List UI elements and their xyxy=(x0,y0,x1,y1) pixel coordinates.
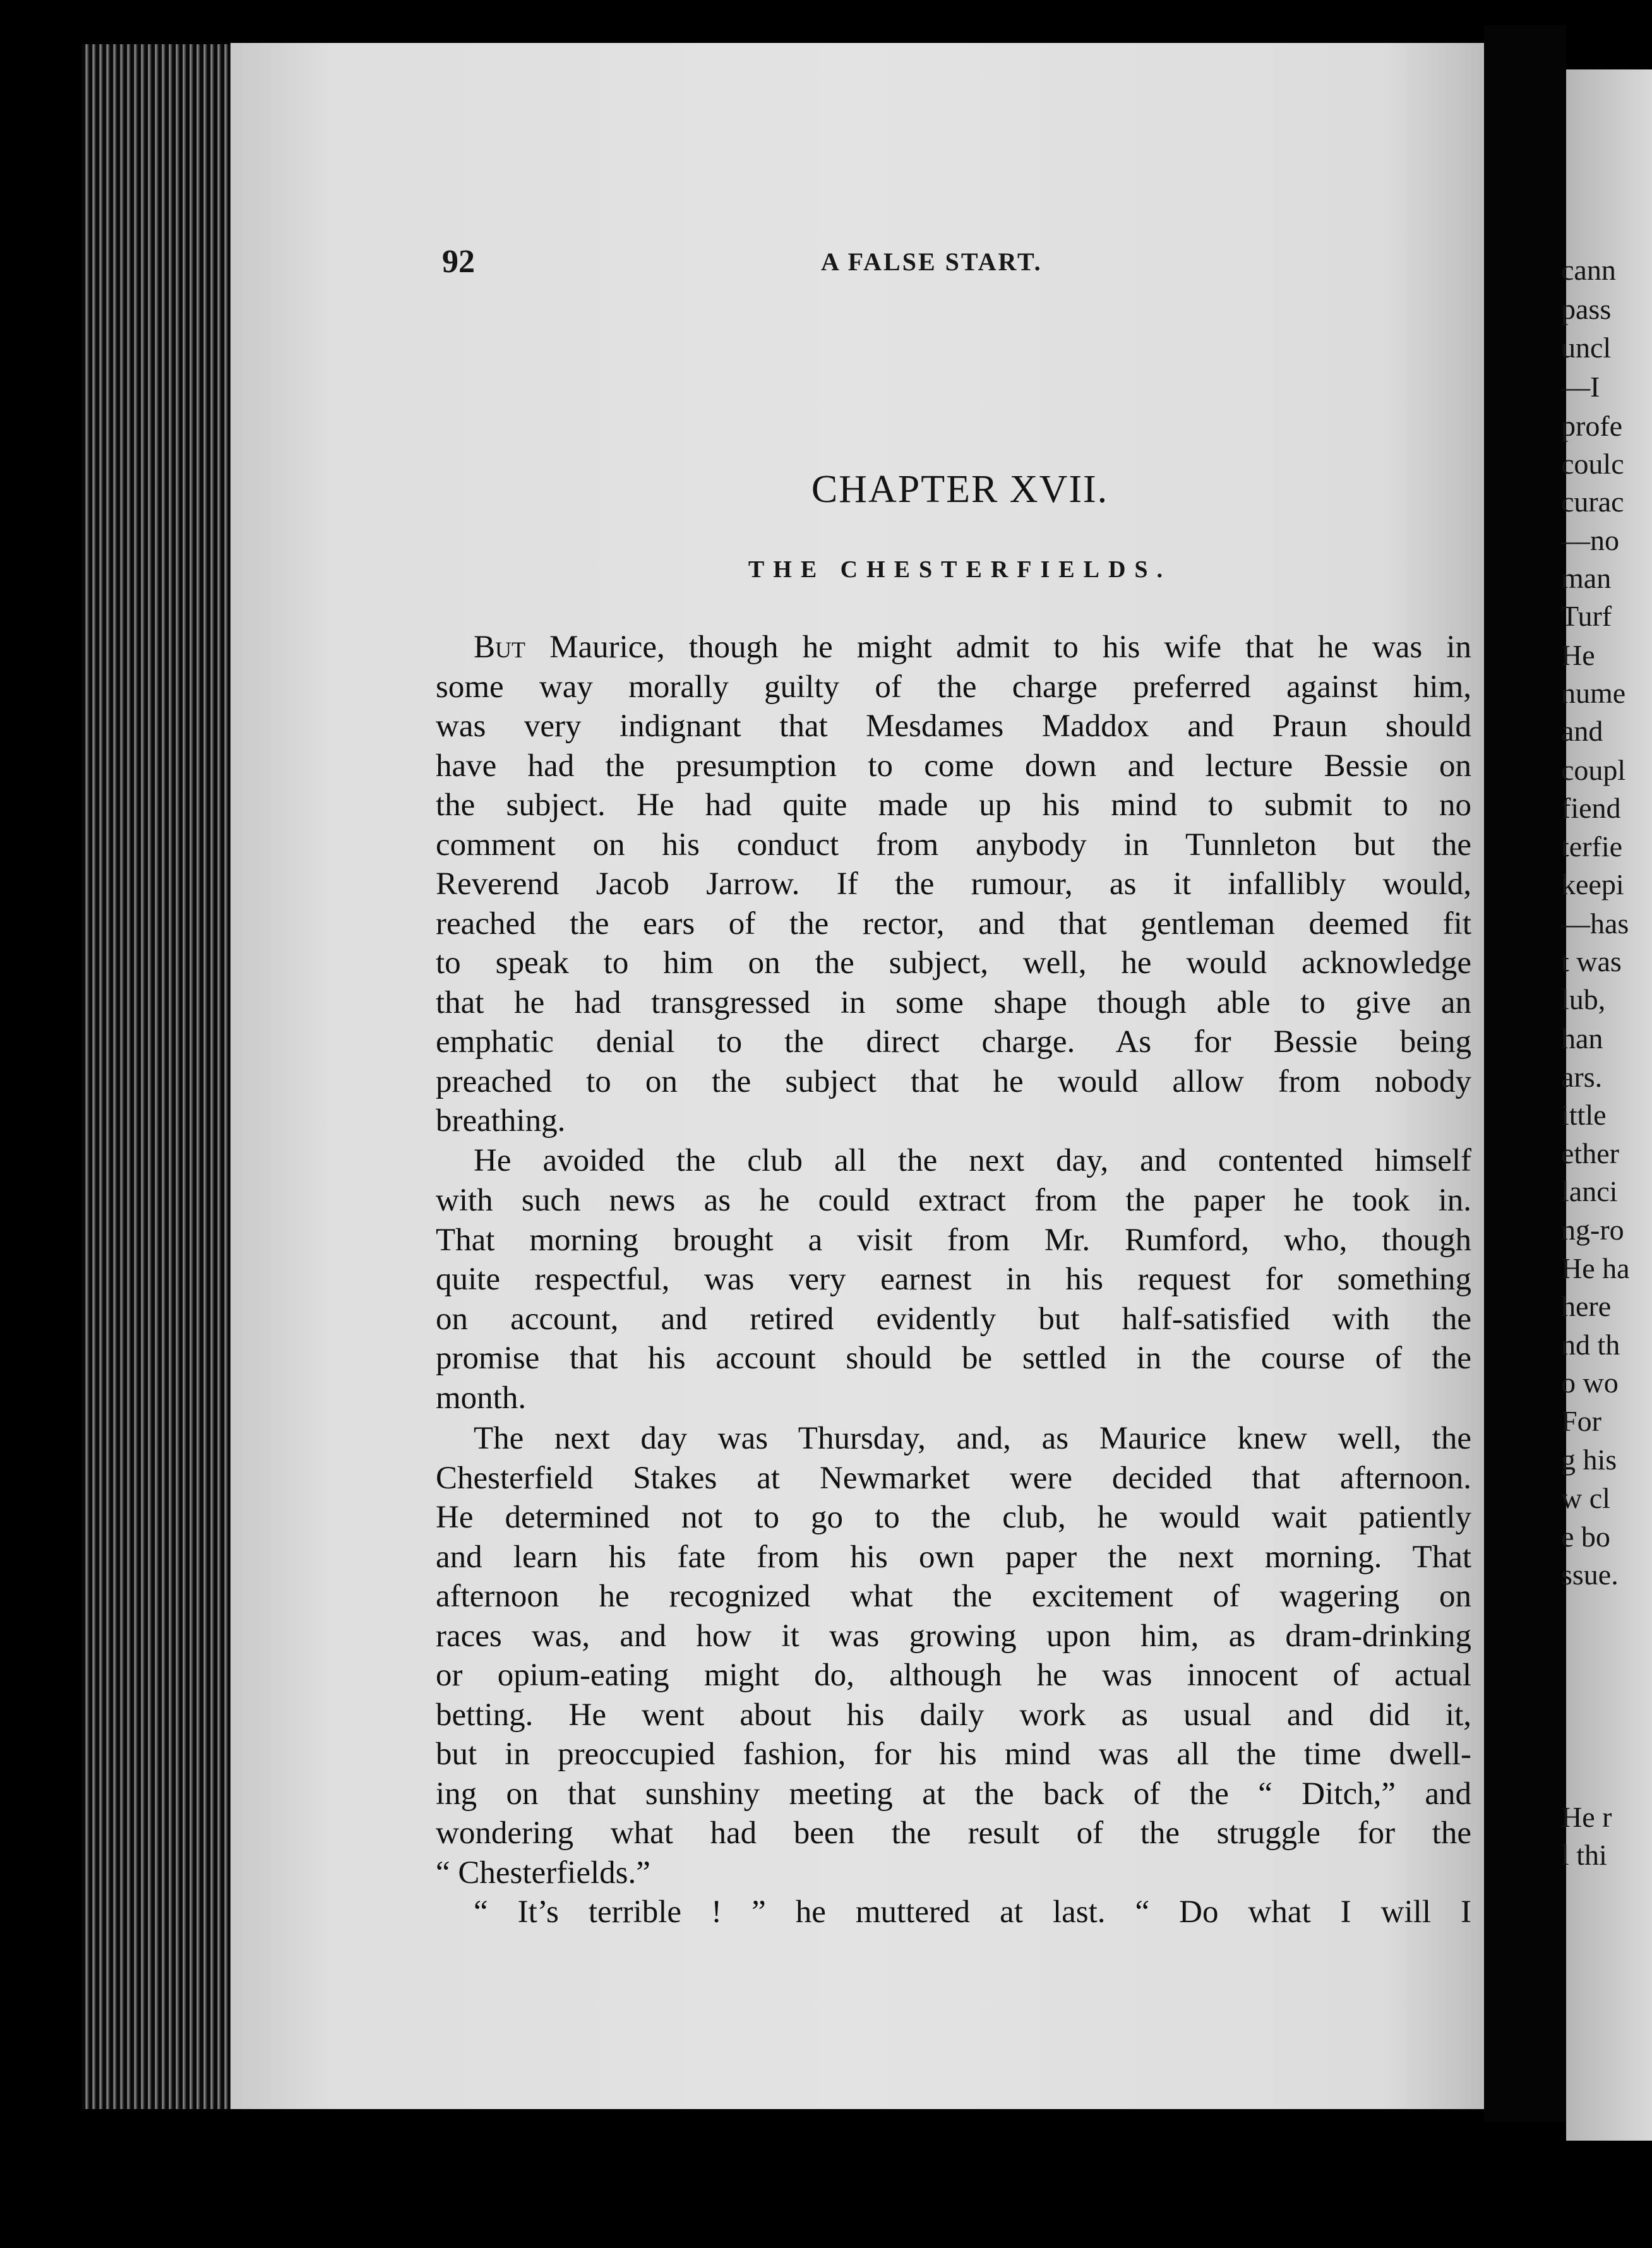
text-line xyxy=(436,1778,1471,1810)
facing-page-fragment: e bo xyxy=(1561,1521,1610,1553)
line-text: “ It’s terrible ! ” he muttered at last. “ Do what I will I xyxy=(474,1894,1471,1930)
page-edges xyxy=(82,44,234,2109)
facing-page-fragment: l thi xyxy=(1561,1839,1607,1871)
text-line xyxy=(474,631,1471,664)
facing-page-fragment: pass xyxy=(1561,293,1612,325)
facing-page-fragment: profe xyxy=(1561,410,1623,442)
facing-page-fragment: t was xyxy=(1561,945,1622,978)
page-header xyxy=(442,243,1484,281)
facing-page-fragment: nd th xyxy=(1561,1329,1620,1361)
line-text: have had the presumption to come down and lecture Bessie on xyxy=(436,748,1471,784)
text-line xyxy=(436,1699,1471,1731)
facing-page-fragment: lanci xyxy=(1561,1175,1618,1207)
text-line xyxy=(436,1659,1471,1692)
line-text: wondering what had been the result of the struggle for the xyxy=(436,1815,1471,1851)
line-text: with such news as he could extract from the paper he took in. xyxy=(436,1183,1471,1218)
text-line xyxy=(436,1817,1471,1850)
line-text: races was, and how it was growing upon him, as dram-drinking xyxy=(436,1618,1471,1654)
facing-page-fragment: fiend xyxy=(1561,792,1621,824)
facing-page-fragment: coupl xyxy=(1561,754,1626,786)
facing-page-fragment: ether xyxy=(1561,1137,1619,1169)
text-line xyxy=(436,1382,1471,1414)
line-text: quite respectful, was very earnest in his request for something xyxy=(436,1262,1471,1297)
line-text: the subject. He had quite made up his mind to submit to no xyxy=(436,787,1471,823)
chapter-subtitle: THE CHESTERFIELDS. xyxy=(748,556,1172,583)
facing-page-fragment: o wo xyxy=(1561,1366,1619,1399)
facing-page-fragment: ssue. xyxy=(1561,1558,1619,1591)
text-line xyxy=(436,1185,1471,1217)
text-line xyxy=(436,750,1471,782)
text-line xyxy=(474,1896,1471,1928)
line-text: Reverend Jacob Jarrow. If the rumour, as it infallibly would, xyxy=(436,866,1471,902)
line-text: That morning brought a visit from Mr. Rumford, who, though xyxy=(436,1223,1471,1258)
line-text: He avoided the club all the next day, and contented himself xyxy=(474,1143,1471,1178)
opening-word: But xyxy=(474,630,526,665)
text-line xyxy=(436,1462,1471,1495)
line-text: breathing. xyxy=(436,1103,566,1139)
facing-page-fragment: keepi xyxy=(1561,868,1624,900)
facing-page-fragment: He ha xyxy=(1561,1252,1630,1284)
facing-page-fragment: lub, xyxy=(1561,983,1606,1015)
facing-page-fragment: —no xyxy=(1561,524,1619,556)
text-line xyxy=(436,1738,1471,1771)
text-line xyxy=(436,1264,1471,1296)
line-text: reached the ears of the rector, and that gentleman deemed fit xyxy=(436,906,1471,942)
line-text: He determined not to go to the club, he would wait patiently xyxy=(436,1500,1471,1535)
book-gutter xyxy=(1484,25,1566,2122)
text-line xyxy=(436,1066,1471,1098)
text-line xyxy=(436,1620,1471,1653)
facing-page-fragment: nume xyxy=(1561,677,1626,709)
text-line xyxy=(436,829,1471,861)
line-text: or opium-eating might do, although he was innocent of actual xyxy=(436,1658,1471,1693)
facing-page-fragment: g his xyxy=(1561,1444,1617,1476)
text-line xyxy=(474,1423,1471,1455)
line-text: comment on his conduct from anybody in Tunnleton but the xyxy=(436,827,1471,863)
running-head: A FALSE START. xyxy=(821,248,1043,276)
facing-page-fragment: and xyxy=(1561,715,1603,747)
line-text: The next day was Thursday, and, as Maurice knew well, the xyxy=(474,1421,1471,1456)
facing-page-fragment: here xyxy=(1561,1290,1612,1322)
facing-page-fragment: uncl xyxy=(1561,332,1612,364)
facing-page-fragment: He xyxy=(1561,639,1595,671)
page-number: 92 xyxy=(442,244,475,280)
line-text: month. xyxy=(436,1380,527,1416)
chapter-title: CHAPTER XVII. xyxy=(811,468,1109,511)
facing-page-fragment: coulc xyxy=(1561,448,1624,480)
text-line xyxy=(436,908,1471,940)
facing-page-fragment: For xyxy=(1561,1405,1601,1437)
line-text: promise that his account should be settled in the course of the xyxy=(436,1341,1471,1376)
line-text: but in preoccupied fashion, for his mind was all the time dwell- xyxy=(436,1737,1471,1772)
line-text: preached to on the subject that he would allow from nobody xyxy=(436,1064,1471,1099)
facing-page-fragment: w cl xyxy=(1561,1482,1610,1514)
facing-page-fragment: —I xyxy=(1561,371,1600,403)
text-line xyxy=(474,1145,1471,1177)
line-text: was very indignant that Mesdames Maddox and Praun should xyxy=(436,708,1471,744)
line-text: that he had transgressed in some shape though able to give an xyxy=(436,985,1471,1020)
line-text: on account, and retired evidently but half-satisfied with the xyxy=(436,1301,1471,1337)
facing-page-fragment: Turf xyxy=(1561,600,1612,632)
text-line xyxy=(436,868,1471,900)
line-text: to speak to him on the subject, well, he would acknowledge xyxy=(436,945,1471,981)
text-line xyxy=(436,947,1471,979)
text-line xyxy=(436,1105,1471,1137)
line-text: “ Chesterfields.” xyxy=(436,1855,650,1891)
text-line xyxy=(436,1541,1471,1574)
text-line xyxy=(436,1224,1471,1257)
line-text: afternoon he recognized what the excitement of wagering on xyxy=(436,1579,1471,1614)
line-text: Chesterfield Stakes at Newmarket were decided that afternoon. xyxy=(436,1461,1471,1496)
text-line xyxy=(436,1857,1471,1889)
text-line xyxy=(436,1502,1471,1534)
facing-page-fragment: —has xyxy=(1561,907,1629,940)
facing-page-fragment: cann xyxy=(1561,254,1616,286)
text-line xyxy=(436,1342,1471,1375)
line-text: betting. He went about his daily work as usual and did it, xyxy=(436,1697,1471,1733)
facing-page-fragment: ittle xyxy=(1561,1099,1607,1131)
facing-page-fragment: ng-ro xyxy=(1561,1214,1624,1246)
line-text: emphatic denial to the direct charge. As for Bessie being xyxy=(436,1024,1471,1060)
facing-page-fragment: man xyxy=(1561,562,1612,594)
facing-page xyxy=(1561,69,1652,2141)
line-text: some way morally guilty of the charge preferred against him, xyxy=(436,669,1471,705)
text-line xyxy=(436,1581,1471,1613)
text-line xyxy=(436,1303,1471,1336)
text-line xyxy=(436,710,1471,743)
text-line xyxy=(436,987,1471,1019)
text-line xyxy=(436,789,1471,822)
facing-page-fragment: ars. xyxy=(1561,1061,1603,1093)
facing-page-fragment: terfie xyxy=(1561,830,1623,863)
facing-page-fragment: He r xyxy=(1561,1801,1612,1833)
line-text: ing on that sunshiny meeting at the back of the “ Ditch,” and xyxy=(436,1776,1471,1812)
text-line xyxy=(436,671,1471,703)
line-text: and learn his fate from his own paper the next morning. That xyxy=(436,1540,1471,1575)
text-line xyxy=(436,1026,1471,1058)
facing-page-fragment: han xyxy=(1561,1022,1603,1055)
line-text: Maurice, though he might admit to his wife that he was in xyxy=(549,630,1472,665)
facing-page-fragment: curac xyxy=(1561,486,1624,518)
